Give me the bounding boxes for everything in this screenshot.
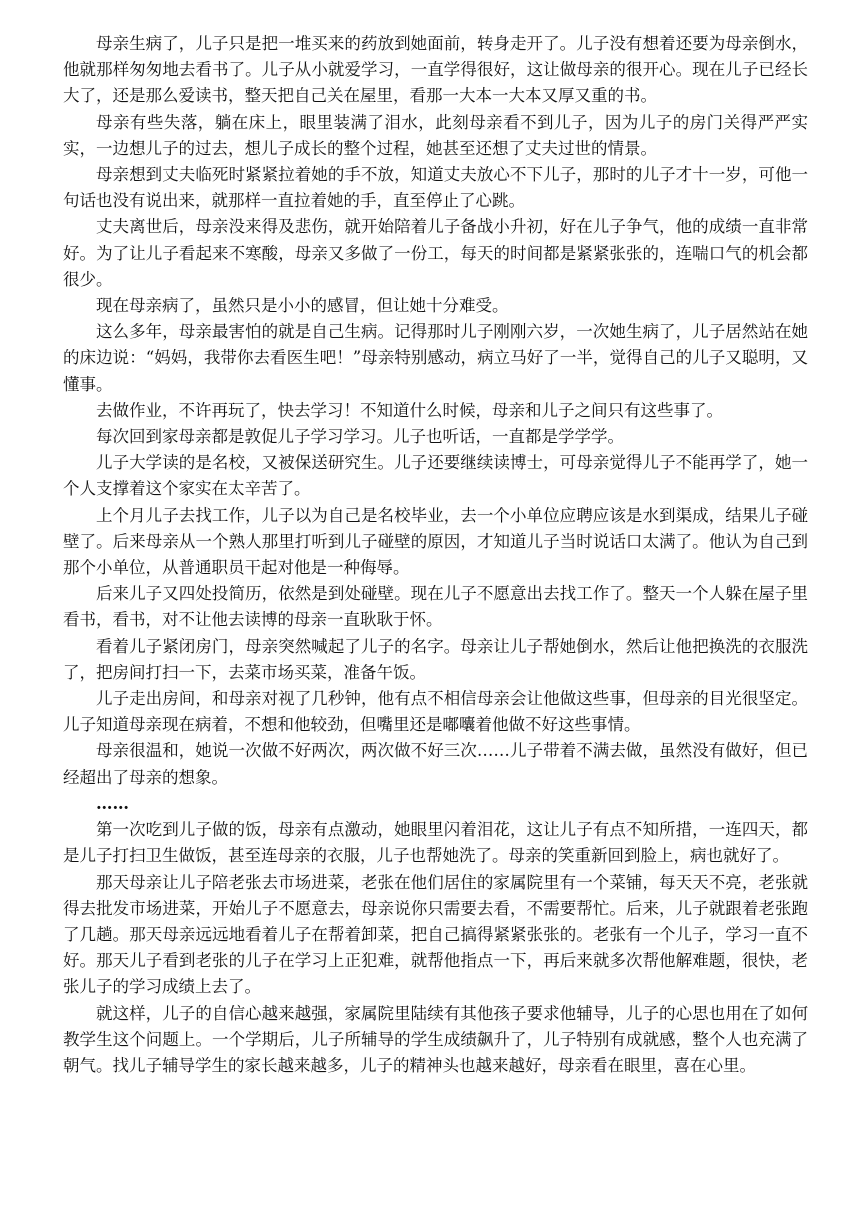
paragraph: 母亲有些失落，躺在床上，眼里装满了泪水，此刻母亲看不到儿子，因为儿子的房门关得严严实实，一边想儿子的过去，想儿子成长的整个过程，她甚至还想了丈夫过世的情景。 [63,112,808,158]
paragraph: 这么多年，母亲最害怕的就是自己生病。记得那时儿子刚刚六岁，一次她生病了，儿子居然站在她的床边说：“妈妈，我带你去看医生吧！”母亲特别感动，病立马好了一半，觉得自己的儿子又聪明，又懂事。 [63,322,808,394]
paragraph: 丈夫离世后，母亲没来得及悲伤，就开始陪着儿子备战小升初，好在儿子争气，他的成绩一直非常好。为了让儿子看起来不寒酸，母亲又多做了一份工，每天的时间都是紧紧张张的，连喘口气的机会都很少。 [63,217,808,289]
paragraph: 现在母亲病了，虽然只是小小的感冒，但让她十分难受。 [96,296,509,316]
paragraph: 去做作业，不许再玩了，快去学习！不知道什么时候，母亲和儿子之间只有这些事了。 [96,400,723,420]
paragraph: 就这样，儿子的自信心越来越强，家属院里陆续有其他孩子要求他辅导，儿子的心思也用在了如何教学生这个问题上。一个学期后，儿子所辅导的学生成绩飙升了，儿子特别有成就感，整个人也充满了朝气。找儿子辅导学生的家长越来越多，儿子的精神头也越来越好，母亲看在眼里，喜在心里。 [63,1003,808,1075]
document-page [63,31,808,1079]
paragraph: 儿子大学读的是名校，又被保送研究生。儿子还要继续读博士，可母亲觉得儿子不能再学了，她一个人支撑着这个家实在太辛苦了。 [63,453,808,499]
paragraph: 母亲想到丈夫临死时紧紧拉着她的手不放，知道丈夫放心不下儿子，那时的儿子才十一岁，可他一句话也没有说出来，就那样一直拉着她的手，直至停止了心跳。 [63,165,808,211]
section-break-ellipsis: …… [96,793,129,813]
paragraph: 每次回到家母亲都是敦促儿子学习学习。儿子也听话，一直都是学学学。 [96,427,624,447]
paragraph: 那天母亲让儿子陪老张去市场进菜，老张在他们居住的家属院里有一个菜铺，每天天不亮，老张就得去批发市场进菜，开始儿子不愿意去，母亲说你只需要去看，不需要帮忙。后来，儿子就跟着老张跑了几趟。那天母亲远远地看着儿子在帮着卸菜，把自己搞得紧紧张张的。老张有一个儿子，学习一直不好。那天儿子看到老张的儿子在学习上正犯难，就帮他指点一下，再后来就多次帮他解难题，很快，老张儿子的学习成绩上去了。 [63,872,808,997]
paragraph: 母亲很温和，她说一次做不好两次，两次做不好三次……儿子带着不满去做，虽然没有做好，但已经超出了母亲的想象。 [63,741,808,787]
paragraph: 母亲生病了，儿子只是把一堆买来的药放到她面前，转身走开了。儿子没有想着还要为母亲倒水，他就那样匆匆地去看书了。儿子从小就爱学习，一直学得很好，这让做母亲的很开心。现在儿子已经长大了，还是那么爱读书，整天把自己关在屋里，看那一大本一大本又厚又重的书。 [63,34,808,106]
paragraph: 第一次吃到儿子做的饭，母亲有点激动，她眼里闪着泪花，这让儿子有点不知所措，一连四天，都是儿子打扫卫生做饭，甚至连母亲的衣服，儿子也帮她洗了。母亲的笑重新回到脸上，病也就好了。 [63,820,808,866]
paragraph: 儿子走出房间，和母亲对视了几秒钟，他有点不相信母亲会让他做这些事，但母亲的目光很坚定。儿子知道母亲现在病着，不想和他较劲，但嘴里还是嘟囔着他做不好这些事情。 [63,689,808,735]
paragraph: 看着儿子紧闭房门，母亲突然喊起了儿子的名字。母亲让儿子帮她倒水，然后让他把换洗的衣服洗了，把房间打扫一下，去菜市场买菜，准备午饭。 [63,636,808,682]
paragraph: 上个月儿子去找工作，儿子以为自己是名校毕业，去一个小单位应聘应该是水到渠成，结果儿子碰壁了。后来母亲从一个熟人那里打听到儿子碰壁的原因，才知道儿子当时说话口太满了。他认为自己到那个小单位，从普通职员干起对他是一种侮辱。 [63,505,808,578]
paragraph: 后来儿子又四处投简历，依然是到处碰壁。现在儿子不愿意出去找工作了。整天一个人躲在屋子里看书，看书，对不让他去读博的母亲一直耿耿于怀。 [63,584,808,630]
